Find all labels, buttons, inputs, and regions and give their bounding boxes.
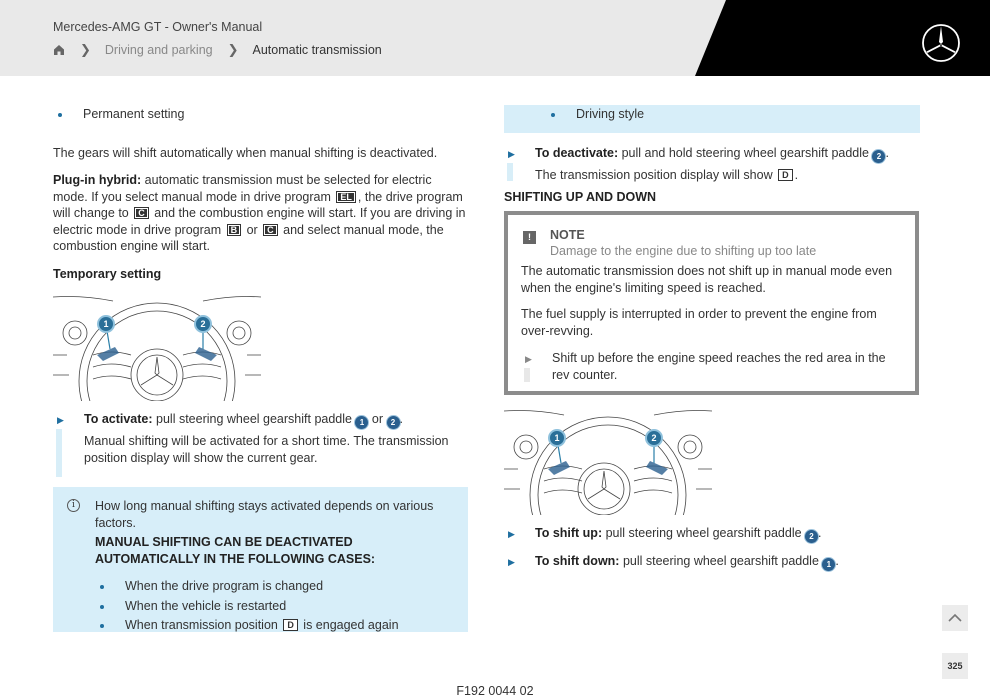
note-step-text: Shift up before the engine speed reaches the red area in the rev counter. [552,351,886,382]
note-paragraph-1: The automatic transmission does not shift up in manual mode even when the engine's limiting speed is reached. [521,264,893,295]
arrow-right-icon: ▶ [525,354,532,364]
steering-wheel-graphic [504,409,714,515]
text-span: is engaged again [299,618,399,632]
breadcrumb [53,42,382,59]
key-d: D [283,619,298,631]
scroll-to-top-button[interactable] [942,605,968,631]
arrow-right-icon: ▶ [508,529,515,539]
key-c: C [263,224,278,236]
text-span: or [243,222,262,237]
step-rail [507,163,513,181]
paddle-badge-2: 2 [872,150,885,163]
text-span: When transmission position [125,618,282,632]
text-span: pull steering wheel gearshift paddle [152,412,356,426]
arrow-right-icon: ▶ [57,415,64,425]
note-label: NOTE [550,228,585,242]
shift-up-label: To shift up: [535,526,603,540]
key-c: C [134,207,149,219]
info-item [95,617,445,634]
warning-icon: ! [523,231,536,244]
paddle-callout-1: 1 [554,433,560,443]
breadcrumb-driving-and-parking[interactable]: Driving and parking [104,43,213,57]
text-span: . [835,554,839,568]
deactivate-label: To deactivate: [535,146,619,160]
text-span: . [818,526,822,540]
bullet-permanent-setting: Permanent setting [53,106,468,123]
paddle-callout-2: 2 [200,319,206,329]
header-bar [0,0,990,76]
text-span: pull and hold steering wheel gearshift paddle [618,146,873,160]
step-deactivate [504,145,920,184]
info-box [53,487,468,632]
note-subtitle: Damage to the engine due to shifting up too late [550,244,817,258]
text-span: The transmission position display will show [535,168,777,182]
text-span: . [794,168,799,182]
driving-style-highlight [504,105,920,133]
paragraph-plug-in-hybrid [53,172,468,255]
mercedes-star-logo [921,23,961,63]
note-step [521,350,896,383]
key-d: D [778,169,793,181]
activate-description: Manual shifting will be activated for a short time. The transmission position display will show the current gear. [84,434,449,465]
paddle-callout-2: 2 [651,433,657,443]
heading-text: Temporary setting [53,266,162,281]
step-activate [53,411,468,466]
text-span: or [368,412,387,426]
home-icon[interactable] [53,44,65,56]
paddle-badge-1: 1 [822,558,835,571]
text-span: automatic transmission must be selected for electric mode. If you select manual mode in drive program [53,173,432,204]
shift-down-label: To shift down: [535,554,620,568]
page-number-badge[interactable]: 325 [942,653,968,679]
step-shift-down [504,553,920,571]
note-paragraph-2: The fuel supply is interrupted in order to prevent the engine from over-revving. [521,307,877,338]
info-item: When the vehicle is restarted [95,598,445,615]
step-rail [524,368,530,382]
arrow-right-icon: ▶ [508,557,515,567]
chevron-up-icon [942,605,968,631]
info-icon: i [67,499,80,512]
step-shift-up [504,525,920,543]
breadcrumb-automatic-transmission: Automatic transmission [252,43,382,57]
chevron-right-icon: ❯ [80,42,91,57]
left-column [53,100,468,282]
step-rail [56,429,62,477]
steering-wheel-graphic [53,295,263,401]
note-box [504,211,919,395]
text-span: and the combustion engine will start. If you are driving in electric mode in drive program [53,206,466,237]
heading-temporary-setting [53,266,468,283]
text-span: . [885,146,889,160]
figure-code: F192 0044 02 [456,684,534,698]
key-b: B [227,224,242,236]
info-heading: MANUAL SHIFTING CAN BE DEACTIVATED AUTOMATICALLY IN THE FOLLOWING CASES: [95,535,376,566]
plug-in-hybrid-label: Plug-in hybrid: [53,173,142,187]
paddle-callout-1: 1 [103,319,109,329]
paddle-badge-1: 1 [355,416,368,429]
paddle-badge-2: 2 [387,416,400,429]
info-item: When the drive program is changed [95,578,445,595]
text-span: and select manual mode, the combustion engine will start. [53,222,444,253]
text-span: , the drive program will change to [53,189,463,220]
info-paragraph: How long manual shifting stays activated depends on various factors. [95,499,434,530]
deactivate-description [535,167,920,184]
chevron-right-icon: ❯ [227,42,239,57]
activate-label: To activate: [84,412,153,426]
paddle-badge-2: 2 [805,530,818,543]
heading-shifting-up-down: SHIFTING UP AND DOWN [504,190,657,204]
key-el: EL [336,191,356,203]
arrow-right-icon: ▶ [508,149,515,159]
text-span: pull steering wheel gearshift paddle [619,554,823,568]
app-title: Mercedes-AMG GT - Owner's Manual [53,20,263,34]
text-span: . [399,412,403,426]
paragraph-auto-shift: The gears will shift automatically when manual shifting is deactivated. [53,145,438,160]
text-span: pull steering wheel gearshift paddle [602,526,806,540]
bullet-driving-style: Driving style [546,106,644,123]
